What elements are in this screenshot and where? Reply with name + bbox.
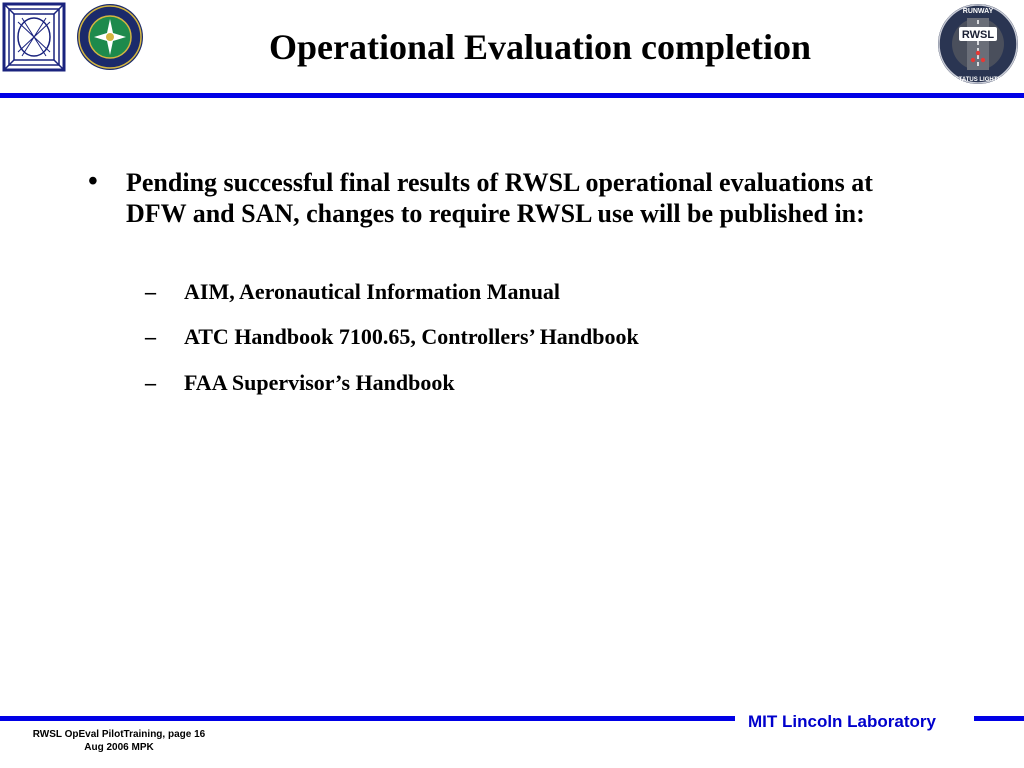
sub-item-aim (145, 279, 925, 305)
footer-divider-right (974, 716, 1024, 721)
dash-icon: – (145, 324, 156, 349)
footer-note-line1: RWSL OpEval PilotTraining, page 16 (32, 729, 206, 740)
footer-note-line2: Aug 2006 MPK (84, 742, 154, 753)
faa-seal (76, 3, 144, 71)
bullet-dot-icon: • (88, 166, 98, 197)
rwsl-logo-bottom-text: STATUS LIGHTS (954, 77, 1002, 83)
dash-icon: – (145, 370, 156, 395)
footer-lab-name: MIT Lincoln Laboratory (748, 712, 936, 731)
lincoln-lab-logo (2, 2, 66, 72)
header-divider (0, 93, 1024, 98)
rwsl-logo-center-text: RWSL (961, 29, 995, 41)
dash-icon: – (145, 279, 156, 304)
sub-item-supervisor-handbook (145, 370, 925, 396)
sub-item-label: FAA Supervisor’s Handbook (184, 370, 455, 395)
sub-item-atc-handbook (145, 324, 925, 350)
rwsl-logo-top-text: RUNWAY (962, 8, 994, 15)
page-title: Operational Evaluation completion (268, 27, 812, 67)
sub-item-label: AIM, Aeronautical Information Manual (184, 279, 561, 304)
bullet-text: Pending successful final results of RWSL operational evaluations at DFW and SAN, changes to require RWSL use will be published in: (126, 168, 873, 228)
footer-note (24, 728, 214, 754)
rwsl-logo (937, 3, 1019, 85)
footer-divider-left (0, 716, 735, 721)
sub-item-label: ATC Handbook 7100.65, Controllers’ Handbook (184, 324, 639, 349)
